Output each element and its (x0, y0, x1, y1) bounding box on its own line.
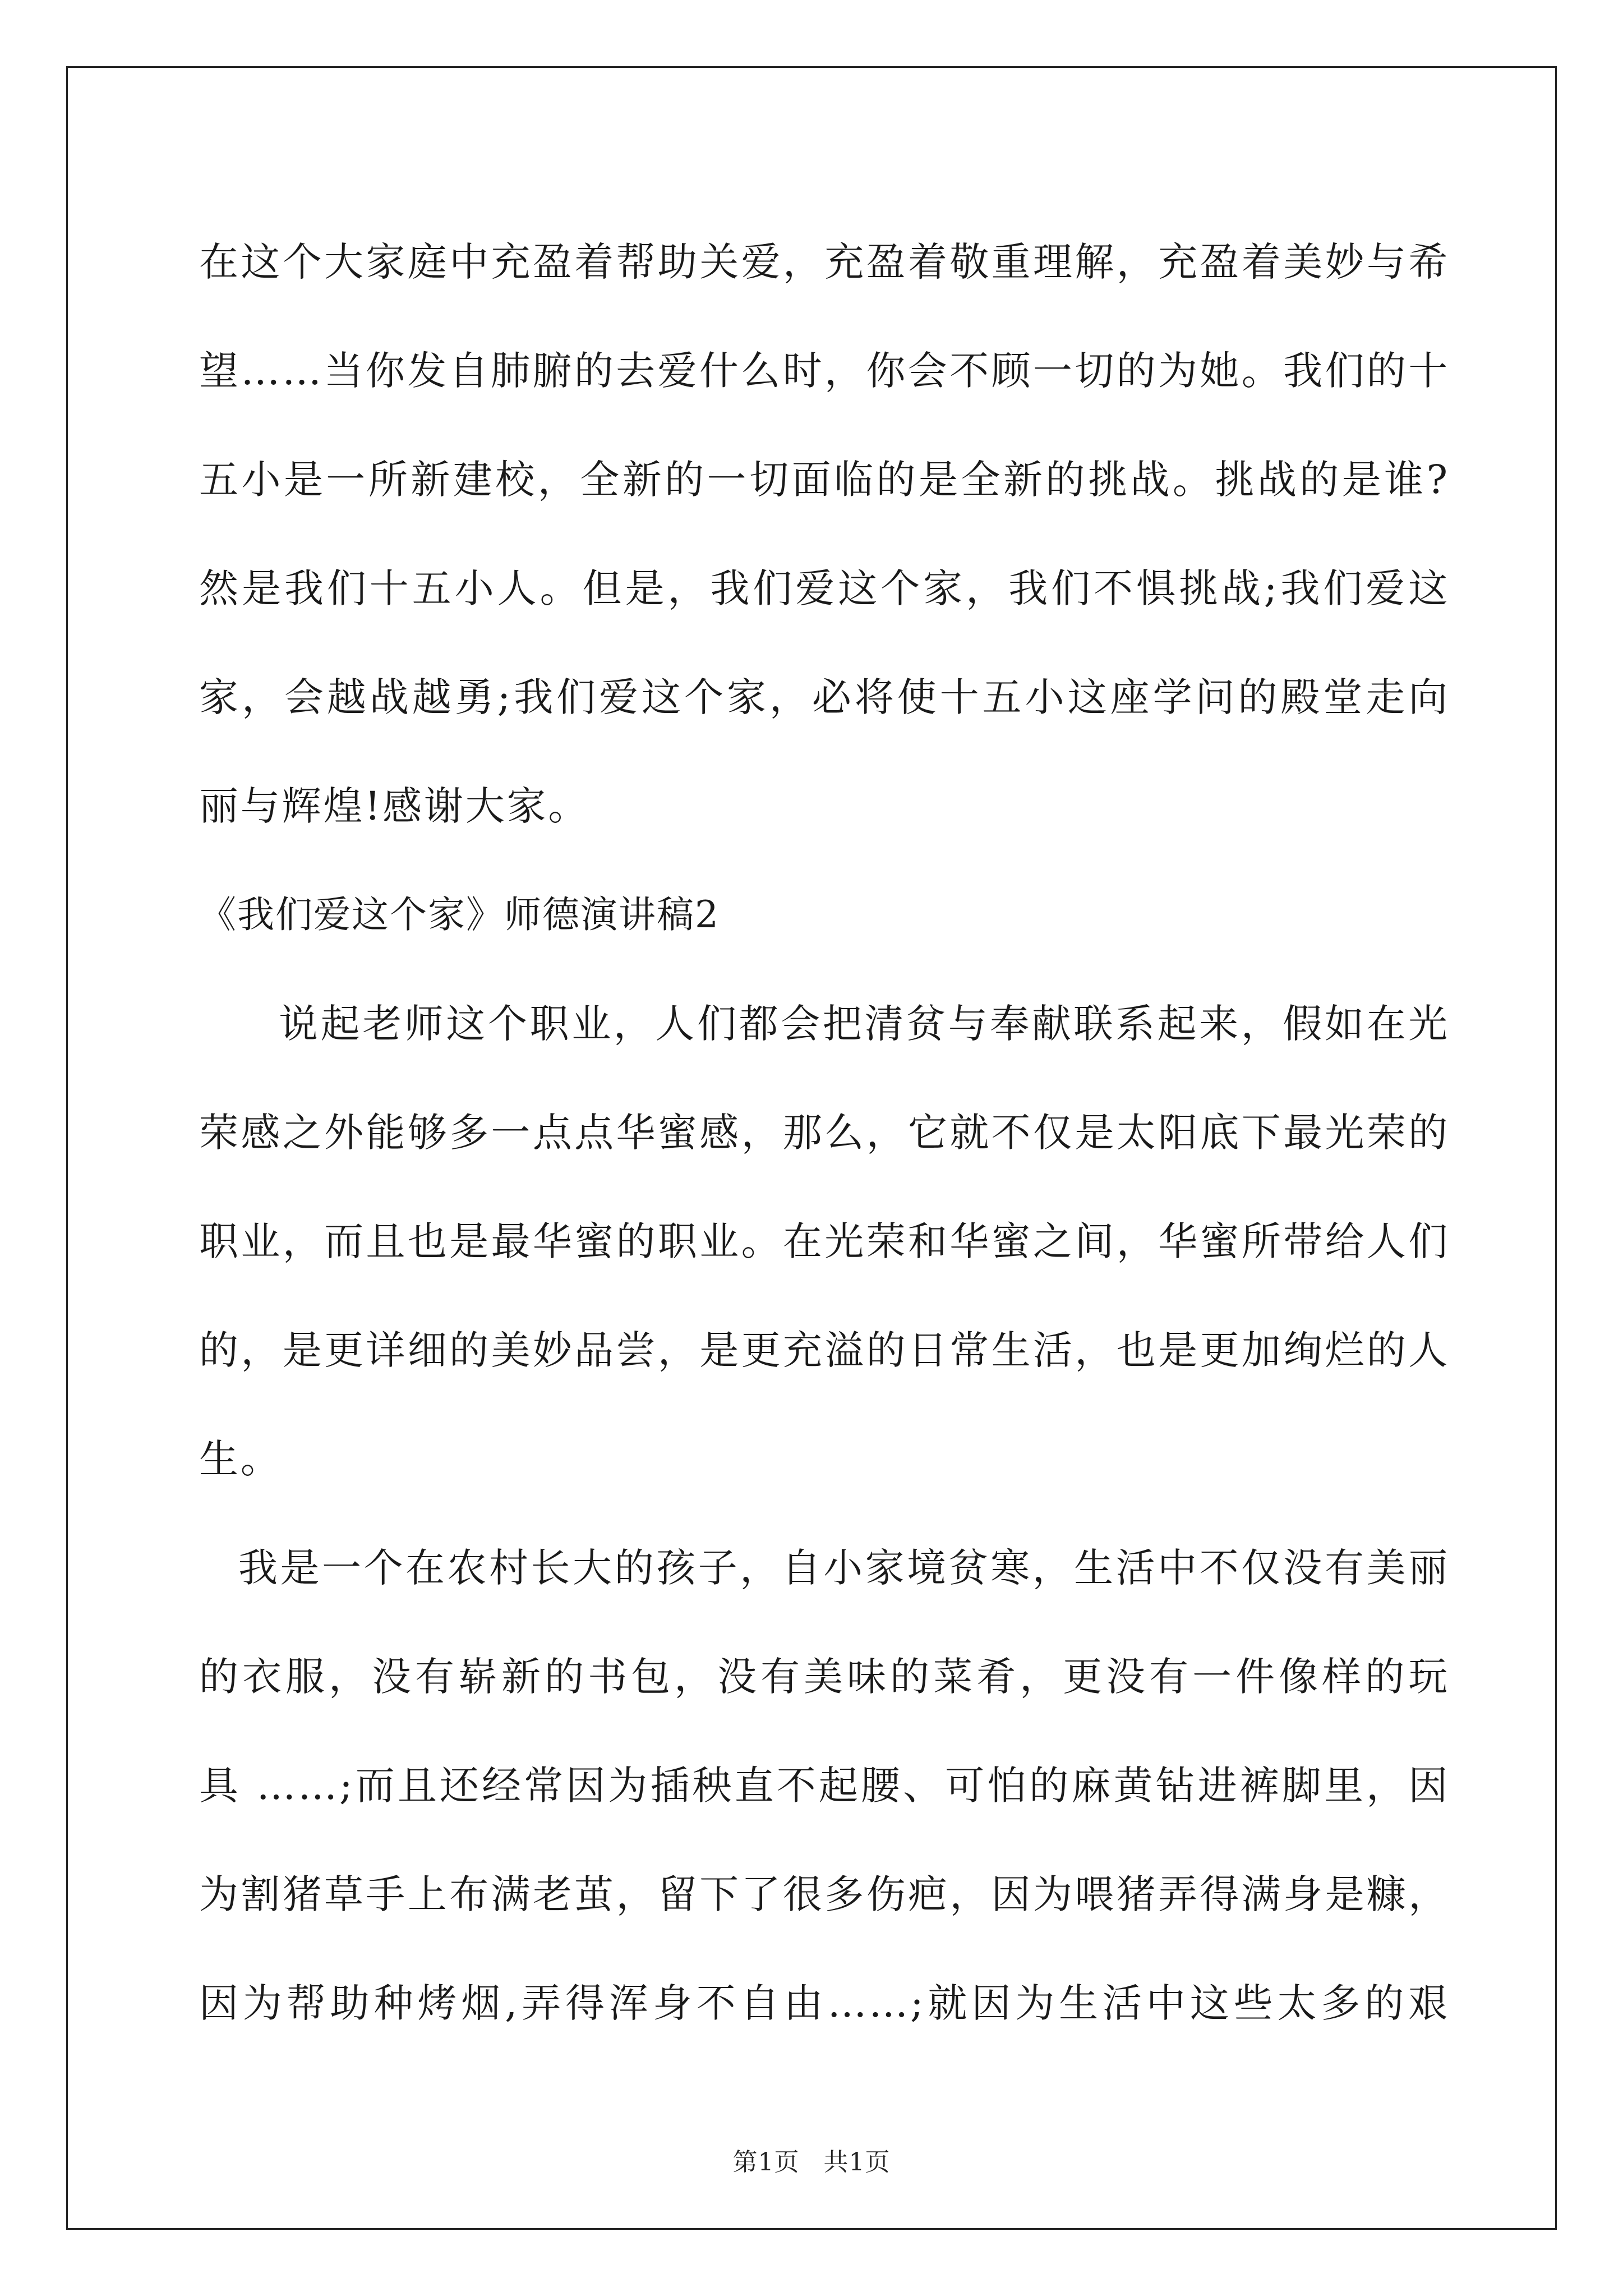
paragraph-line: 因为帮助种烤烟,弄得浑身不自由……;就因为生活中这些太多的艰 (199, 1980, 1450, 2026)
paragraph-line: 望……当你发自肺腑的去爱什么时，你会不顾一切的为她。我们的十 (199, 348, 1450, 394)
paragraph-line: 职业，而且也是最华蜜的职业。在光荣和华蜜之间，华蜜所带给人们 (199, 1218, 1450, 1264)
paragraph-line: 我是一个在农村长大的孩子，自小家境贫寒，生活中不仅没有美丽 (238, 1545, 1450, 1591)
paragraph-line: 具 ……;而且还经常因为插秧直不起腰、可怕的麻黄钻进裤脚里，因 (199, 1763, 1450, 1809)
paragraph-line: 五小是一所新建校，全新的一切面临的是全新的挑战。挑战的是谁? (199, 457, 1450, 503)
page-footer (0, 2142, 1623, 2178)
page-total: 共1页 (823, 2148, 891, 2177)
document-body (199, 208, 1450, 2058)
paragraph-line: 说起老师这个职业，人们都会把清贫与奉献联系起来，假如在光 (279, 1001, 1450, 1047)
paragraph-line: 在这个大家庭中充盈着帮助关爱，充盈着敬重理解，充盈着美妙与希 (199, 239, 1450, 285)
paragraph-line: 生。 (199, 1436, 282, 1482)
paragraph-line: 的衣服，没有崭新的书包，没有美味的菜肴，更没有一件像样的玩 (199, 1654, 1450, 1700)
paragraph-line: 荣感之外能够多一点点华蜜感，那么，它就不仅是太阳底下最光荣的 (199, 1110, 1450, 1156)
section-title: 《我们爱这个家》师德演讲稿2 (199, 893, 720, 936)
page-number: 第1页 (732, 2148, 800, 2177)
paragraph-line: 丽与辉煌!感谢大家。 (199, 783, 590, 829)
paragraph-line: 然是我们十五小人。但是，我们爱这个家，我们不惧挑战;我们爱这 (199, 565, 1450, 611)
paragraph-line: 家，会越战越勇;我们爱这个家，必将使十五小这座学问的殿堂走向 (199, 674, 1450, 720)
paragraph-line: 为割猪草手上布满老茧，留下了很多伤疤，因为喂猪弄得满身是糠， (199, 1871, 1450, 1917)
paragraph-line: 的，是更详细的美妙品尝，是更充溢的日常生活，也是更加绚烂的人 (199, 1327, 1450, 1373)
